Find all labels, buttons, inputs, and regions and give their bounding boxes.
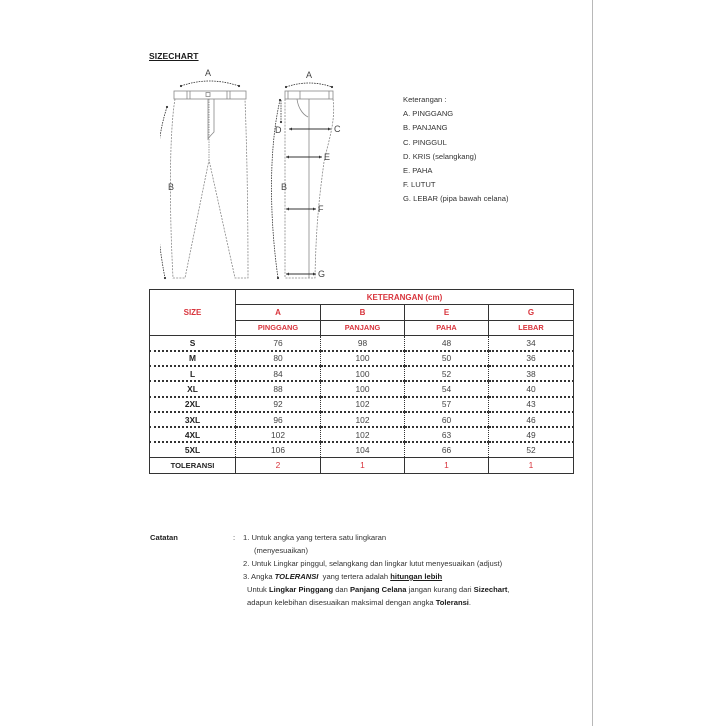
value-cell: 104 bbox=[321, 442, 405, 457]
legend bbox=[403, 93, 509, 207]
page-edge-line bbox=[592, 0, 593, 726]
measurement-lines bbox=[160, 81, 332, 278]
value-cell: 84 bbox=[236, 366, 321, 381]
label-b-front: B bbox=[168, 182, 175, 192]
note-3 bbox=[243, 571, 442, 583]
note-3-middle: yang tertera adalah bbox=[318, 572, 391, 581]
tolerance-value: 2 bbox=[236, 458, 321, 473]
table-row bbox=[150, 335, 574, 350]
column-letter: E bbox=[405, 305, 489, 320]
value-cell: 102 bbox=[321, 412, 405, 427]
value-cell: 100 bbox=[321, 351, 405, 366]
label-e: E bbox=[324, 152, 331, 162]
group-header: KETERANGAN (cm) bbox=[236, 290, 574, 305]
note-2: 2. Untuk Lingkar pinggul, selangkang dan lingkar lutut menyesuaikan (adjust) bbox=[243, 559, 503, 568]
legend-item: C. PINGGUL bbox=[403, 137, 447, 147]
pants-diagram-svg bbox=[160, 62, 375, 284]
label-b-side: B bbox=[281, 182, 288, 192]
size-cell: XL bbox=[150, 381, 236, 396]
value-cell: 63 bbox=[405, 427, 489, 442]
notes-label: Catatan bbox=[150, 533, 178, 542]
value-cell: 57 bbox=[405, 397, 489, 412]
table-row bbox=[150, 351, 574, 366]
size-cell: 2XL bbox=[150, 397, 236, 412]
value-cell: 66 bbox=[405, 442, 489, 457]
value-cell: 40 bbox=[489, 381, 574, 396]
note-4-c: dan bbox=[333, 585, 350, 594]
table-row bbox=[150, 412, 574, 427]
note-3-prefix: 3. Angka bbox=[243, 572, 275, 581]
value-cell: 80 bbox=[236, 351, 321, 366]
value-cell: 102 bbox=[236, 427, 321, 442]
note-4-a: Untuk bbox=[247, 585, 269, 594]
size-cell: 4XL bbox=[150, 427, 236, 442]
label-c: C bbox=[334, 124, 341, 134]
value-cell: 88 bbox=[236, 381, 321, 396]
arrowheads bbox=[164, 85, 333, 279]
table-row bbox=[150, 381, 574, 396]
pants-diagram bbox=[160, 62, 375, 284]
size-cell: S bbox=[150, 335, 236, 350]
size-cell: M bbox=[150, 351, 236, 366]
value-cell: 49 bbox=[489, 427, 574, 442]
measurement-arrows bbox=[286, 129, 331, 274]
value-cell: 102 bbox=[321, 397, 405, 412]
tolerance-row bbox=[150, 458, 574, 473]
size-cell: 5XL bbox=[150, 442, 236, 457]
note-4-panjang-celana: Panjang Celana bbox=[349, 585, 407, 594]
value-cell: 100 bbox=[321, 381, 405, 396]
value-cell: 50 bbox=[405, 351, 489, 366]
note-4-g: , bbox=[507, 585, 510, 594]
value-cell: 43 bbox=[489, 397, 574, 412]
size-header: SIZE bbox=[150, 290, 236, 336]
side-pants-outline bbox=[285, 91, 334, 278]
table-row bbox=[150, 366, 574, 381]
value-cell: 52 bbox=[405, 366, 489, 381]
value-cell: 100 bbox=[321, 366, 405, 381]
value-cell: 38 bbox=[489, 366, 574, 381]
size-rows bbox=[150, 335, 574, 473]
note-3-toleransi: TOLERANSI bbox=[274, 572, 319, 581]
value-cell: 98 bbox=[321, 335, 405, 350]
page-title: SIZECHART bbox=[149, 51, 199, 61]
value-cell: 48 bbox=[405, 335, 489, 350]
label-a-front: A bbox=[205, 68, 212, 78]
note-4-lingkar-pinggang: Lingkar Pinggang bbox=[268, 585, 334, 594]
value-cell: 106 bbox=[236, 442, 321, 457]
note-3-hitungan: hitungan lebih bbox=[390, 572, 443, 581]
value-cell: 92 bbox=[236, 397, 321, 412]
legend-item: B. PANJANG bbox=[403, 123, 448, 133]
label-a-side: A bbox=[306, 70, 313, 80]
value-cell: 54 bbox=[405, 381, 489, 396]
value-cell: 36 bbox=[489, 351, 574, 366]
column-letter: B bbox=[321, 305, 405, 320]
table-row bbox=[150, 427, 574, 442]
note-1-continued: (menyesuaikan) bbox=[254, 546, 309, 555]
column-label: PANJANG bbox=[321, 320, 405, 335]
column-label: PINGGANG bbox=[236, 320, 321, 335]
note-4-sizechart: Sizechart bbox=[473, 585, 508, 594]
legend-item: A. PINGGANG bbox=[403, 109, 454, 119]
note-5-c: . bbox=[468, 598, 472, 607]
note-4-e: jangan kurang dari bbox=[406, 585, 474, 594]
front-pants-outline bbox=[170, 91, 248, 278]
label-f: F bbox=[318, 204, 324, 214]
tolerance-value: 1 bbox=[405, 458, 489, 473]
value-cell: 102 bbox=[321, 427, 405, 442]
value-cell: 76 bbox=[236, 335, 321, 350]
legend-item: F. LUTUT bbox=[403, 180, 436, 190]
size-table bbox=[149, 289, 574, 474]
column-letter: G bbox=[489, 305, 574, 320]
tolerance-value: 1 bbox=[321, 458, 405, 473]
note-5 bbox=[247, 597, 471, 609]
value-cell: 52 bbox=[489, 442, 574, 457]
note-5-toleransi: Toleransi bbox=[435, 598, 469, 607]
label-d: D bbox=[275, 125, 282, 135]
legend-heading: Keterangan : bbox=[403, 95, 447, 104]
tolerance-label: TOLERANSI bbox=[150, 458, 236, 473]
tolerance-value: 1 bbox=[489, 458, 574, 473]
column-letter: A bbox=[236, 305, 321, 320]
label-g: G bbox=[318, 269, 326, 279]
note-1: 1. Untuk angka yang tertera satu lingkaran bbox=[243, 533, 387, 542]
legend-item: E. PAHA bbox=[403, 166, 433, 176]
legend-item: G. LEBAR (pipa bawah celana) bbox=[403, 194, 509, 204]
size-cell: 3XL bbox=[150, 412, 236, 427]
size-cell: L bbox=[150, 366, 236, 381]
notes-colon: : bbox=[233, 533, 236, 542]
column-label: PAHA bbox=[405, 320, 489, 335]
value-cell: 46 bbox=[489, 412, 574, 427]
note-4 bbox=[247, 584, 510, 596]
table-row bbox=[150, 397, 574, 412]
value-cell: 34 bbox=[489, 335, 574, 350]
value-cell: 60 bbox=[405, 412, 489, 427]
table-row bbox=[150, 442, 574, 457]
legend-item: D. KRIS (selangkang) bbox=[403, 151, 477, 161]
column-label: LEBAR bbox=[489, 320, 574, 335]
value-cell: 96 bbox=[236, 412, 321, 427]
note-5-a: adapun kelebihan disesuaikan maksimal dengan angka bbox=[247, 598, 436, 607]
